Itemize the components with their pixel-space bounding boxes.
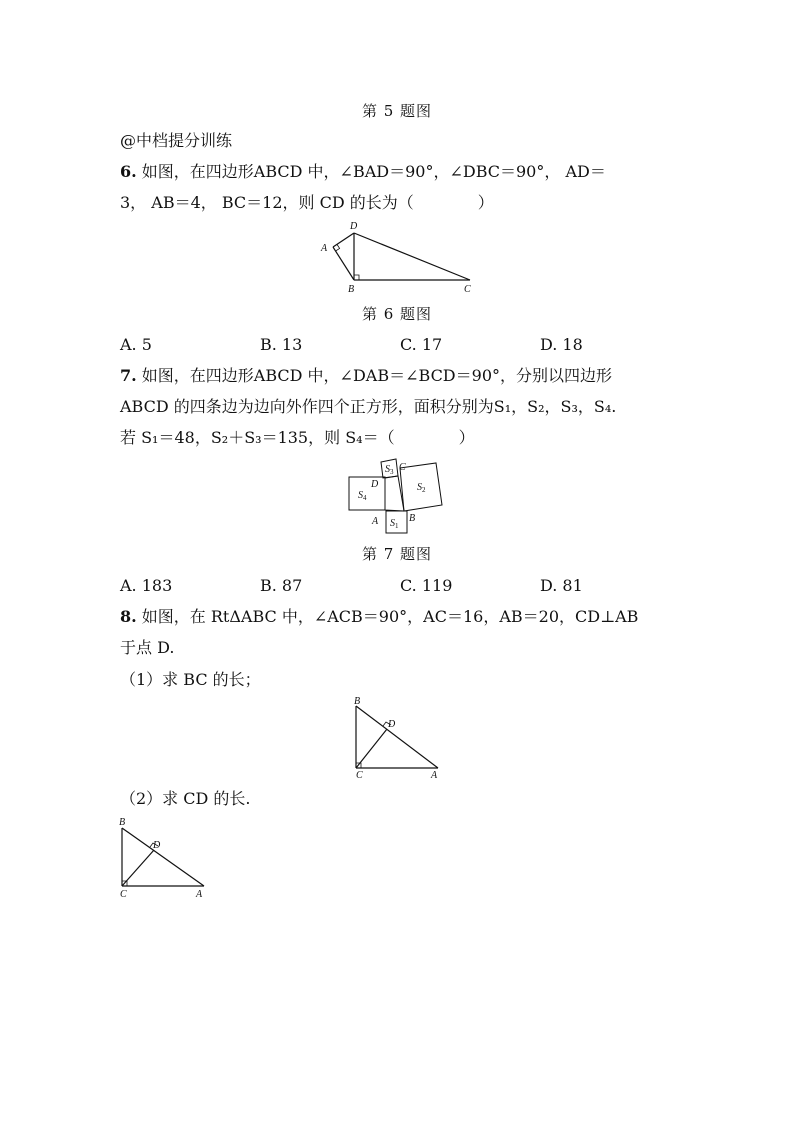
q6-option-b: B. 13 [260,335,303,354]
q7-line-2: ABCD 的四条边为边向外作四个正方形，面积分别为S₁，S₂，S₃，S₄. [120,397,617,416]
q8-text-1: 如图，在 RtΔABC 中，∠ACB＝90°，AC＝16，AB＝20，CD⊥AB [136,607,639,626]
q8-fig1-label-a: A [431,770,438,781]
q6-option-a: A. 5 [120,335,152,354]
q6-option-c: C. 17 [400,335,443,354]
q7-label-s1: $S_1$ [390,518,399,530]
q8-fig2-label-a: A [196,889,203,900]
q7-label-c: C [399,462,406,473]
q8-triangle-2 [122,828,204,886]
q6-label-d: D [350,221,358,232]
q7-option-a: A. 183 [120,576,173,595]
q8-number: 8. [120,607,137,626]
q7-option-b: B. 87 [260,576,303,595]
q8-fig1-label-d: D [388,719,396,730]
q7-label-s4: $S_4$ [358,490,367,502]
q6-number: 6. [120,162,137,181]
q7-label-a: A [372,516,379,527]
figure-5-caption: 第 5 题图 [361,102,433,120]
q6-text-1: 如图，在四边形ABCD 中，∠BAD＝90°，∠DBC＝90°， AD＝ [136,162,606,181]
q8-fig2-label-d: D [153,840,161,851]
q7-text-1: 如图，在四边形ABCD 中，∠DAB＝∠BCD＝90°，分别以四边形 [136,366,612,385]
q7-label-b: B [409,513,416,524]
q6-label-b: B [348,284,355,295]
q7-label-d: D [371,479,379,490]
figure-7-caption: 第 7 题图 [361,545,433,563]
q6-label-c: C [464,284,471,295]
section-title: @中档提分训练 [120,131,233,150]
q7-option-d: D. 81 [540,576,583,595]
q8-part-1: （1）求 BC 的长； [120,670,261,689]
q8-line-2: 于点 D. [120,638,175,657]
q8-fig2-label-c: C [120,889,127,900]
q7-label-s2: $S_2$ [417,482,426,494]
q7-line-3: 若 S₁＝48，S₂＋S₃＝135，则 S₄＝（ ） [120,428,475,447]
q7-label-s3: $S_3$ [385,464,394,476]
q8-fig1-label-b: B [354,696,361,707]
q7-number: 7. [120,366,137,385]
q8-fig2-label-b: B [119,817,126,828]
q6-label-a: A [321,243,328,254]
q6-option-d: D. 18 [540,335,583,354]
q8-fig1-label-c: C [356,770,363,781]
q6-line-2: 3， AB＝4， BC＝12，则 CD 的长为（ ） [120,193,494,212]
figure-6-caption: 第 6 题图 [361,305,433,323]
q8-part-2: （2）求 CD 的长. [120,789,251,808]
q7-option-c: C. 119 [400,576,453,595]
